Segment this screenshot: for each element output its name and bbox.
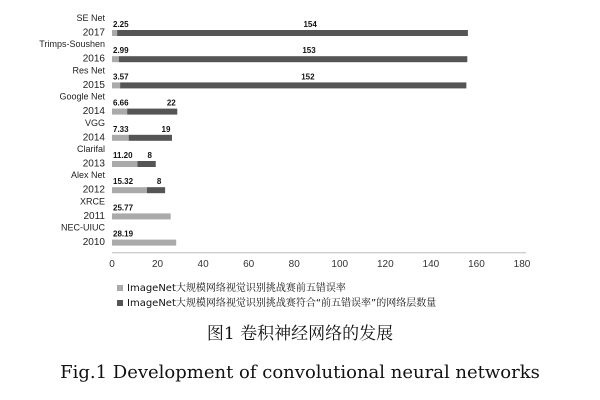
data-label-error-rate: 6.66 (113, 98, 129, 108)
data-label-layer-count: 22 (166, 98, 176, 108)
category-year: 2012 (82, 184, 105, 196)
category-year: 2010 (82, 237, 105, 249)
bar-layer-count (119, 56, 468, 62)
x-tick-label: 160 (468, 258, 485, 270)
data-label-error-rate: 7.33 (113, 124, 129, 134)
data-label-error-rate: 15.32 (113, 177, 134, 187)
category-year: 2011 (83, 210, 105, 222)
legend-swatch (117, 300, 123, 306)
category-year: 2013 (82, 158, 105, 170)
category-name: Google Net (59, 91, 105, 102)
x-tick-label: 100 (331, 258, 349, 270)
data-label-layer-count: 8 (156, 177, 162, 187)
bar-layer-count (138, 161, 156, 167)
bar-layer-count (127, 109, 177, 115)
bar-error-rate (112, 30, 117, 36)
data-label-error-rate: 28.19 (113, 229, 134, 239)
category-name: Trimps-Soushen (39, 39, 105, 50)
bar-error-rate (112, 82, 120, 88)
bar-error-rate (112, 109, 127, 115)
category-name: Res Net (72, 65, 105, 76)
x-tick-label: 80 (288, 258, 300, 270)
x-tick-label: 0 (109, 258, 115, 270)
bar-layer-count (129, 135, 172, 141)
x-tick-label: 120 (376, 258, 394, 270)
bar-error-rate (112, 240, 176, 246)
legend-swatch (117, 285, 123, 291)
x-tick-label: 40 (197, 258, 209, 270)
category-name: Clarifal (76, 144, 105, 154)
caption-chinese: 图1 卷积神经网络的发展 (206, 324, 394, 344)
category-name: VGG (84, 117, 105, 128)
bar-error-rate (112, 135, 129, 141)
category-name: Alex Net (70, 170, 105, 181)
legend-label: ImageNet大规模网络视觉识别挑战赛前五错误率 (127, 283, 346, 294)
category-year: 2016 (82, 53, 105, 65)
caption-english: Fig.1 Development of convolutional neural networks (60, 362, 540, 383)
bar-layer-count (117, 30, 468, 36)
bar-error-rate (112, 187, 147, 193)
x-tick-label: 140 (422, 258, 440, 270)
data-label-layer-count: 8 (147, 151, 152, 160)
data-label-error-rate: 2.99 (113, 46, 129, 56)
x-tick-label: 20 (151, 258, 164, 270)
category-year: 2015 (82, 79, 105, 91)
data-label-error-rate: 2.25 (113, 20, 129, 29)
bar-error-rate (112, 213, 171, 219)
data-label-layer-count: 152 (301, 72, 315, 82)
data-label-error-rate: 3.57 (113, 72, 129, 82)
data-label-error-rate: 25.77 (113, 203, 134, 213)
data-label-layer-count: 154 (303, 20, 317, 29)
bar-layer-count (120, 82, 466, 88)
x-tick-label: 180 (513, 258, 531, 270)
category-year: 2017 (82, 27, 105, 39)
category-name: NEC-UIUC (61, 222, 105, 233)
bar-layer-count (147, 187, 165, 193)
category-year: 2014 (82, 132, 105, 144)
data-label-error-rate: 11.20 (113, 151, 133, 160)
category-name: SE Net (76, 13, 105, 23)
data-label-layer-count: 153 (302, 46, 316, 56)
category-name: XRCE (79, 196, 105, 207)
bar-error-rate (112, 56, 119, 62)
data-label-layer-count: 19 (161, 124, 171, 134)
x-tick-label: 60 (243, 258, 255, 270)
category-year: 2014 (82, 106, 105, 118)
legend-label: ImageNet大规模网络视觉识别挑战赛符合“前五错误率”的网络层数量 (127, 298, 437, 309)
bar-error-rate (112, 161, 138, 167)
